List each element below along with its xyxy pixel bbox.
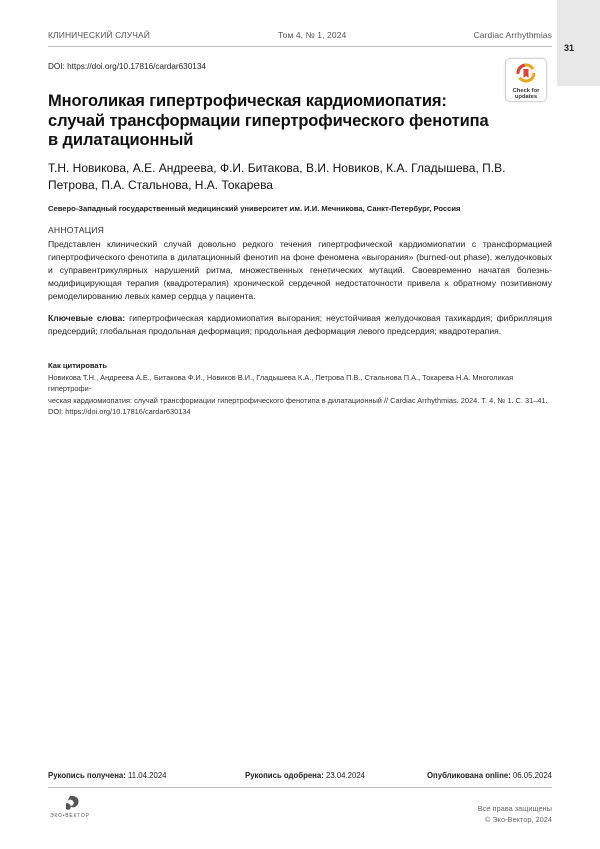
running-header [48,30,552,44]
copyright-line: © Эко-Вектор, 2024 [484,815,552,824]
section-label: КЛИНИЧЕСКИЙ СЛУЧАЙ [48,30,150,40]
manuscript-dates [48,771,552,783]
published-date [427,771,552,780]
logo-text: ЭКО•ВЕКТОР [50,813,90,819]
header-divider [48,46,552,47]
citation-line: ческая кардиомиопатия: случай трансформации гипертрофического фенотипа в дилатационный // Cardiac Arrhythmias. 2024. Т. 4, № 1. С. 31–41. [48,395,548,405]
citation-doi[interactable]: DOI: https://doi.org/10.17816/cardar630134 [48,406,191,416]
received-label: Рукопись получена: [48,771,126,780]
publisher-logo [48,793,108,819]
citation-line: Новикова Т.Н., Андреева А.Е., Битакова Ф.И., Новиков В.И., Гладышева К.А., Петрова П.В., Стальнова П.А., Токарева Н.А. Многоликая гипертрофи- [48,373,514,394]
journal-name: Cardiac Arrhythmias [473,30,552,40]
copyright-block [352,803,552,825]
citation-heading: Как цитировать [48,361,108,370]
author-list: Т.Н. Новикова, А.Е. Андреева, Ф.И. Битакова, В.И. Новиков, К.А. Гладышева, П.В. Петрова, П.А. Стальнова, Н.А. Токарева [48,161,506,192]
approved-date [245,771,365,780]
published-label: Опубликована online: [426,771,511,780]
volume-label: Том 4, № 1, 2024 [278,30,347,40]
rights-line: Все права защищены [477,804,552,813]
footer-divider [48,787,552,788]
doi-link[interactable]: DOI: https://doi.org/10.17816/cardar630134 [48,62,206,71]
page-number: 31 [564,43,575,53]
keywords-text: гипертрофическая кардиомиопатия выгорания; неустойчивая желудочковая тахикардия; фибрилляция предсердий; глобальная продольная деформация; продольная деформация левого предсердия; квадротерапия. [48,313,552,336]
article-title: Многоликая гипертрофическая кардиомиопатия: случай трансформации гипертрофического фенотипа в дилатационный [48,92,489,149]
keywords [48,312,552,338]
eco-vector-logo-icon [48,793,108,819]
received-date [48,771,167,780]
received-value: 11.04.2024 [128,771,167,780]
approved-value: 23.04.2024 [326,771,366,780]
approved-label: Рукопись одобрена: [245,771,324,780]
abstract-heading: АННОТАЦИЯ [48,225,105,235]
affiliation: Северо-Западный государственный медицинский университет им. И.И. Мечникова, Санкт-Петербург, Россия [48,204,461,213]
check-for-updates-badge[interactable] [505,58,547,102]
published-value: 06.05.2024 [512,771,552,780]
citation-block [48,372,552,417]
badge-line1: Check for [512,88,540,94]
badge-line2: updates [514,94,538,100]
abstract-text: Представлен клинический случай довольно редкого течения гипертрофической кардиомиопатии с трансформацией гипертрофического фенотипа в дилатационный фенотип на фоне феномена «выгорания» (burned-out phase), желудочковых и суправентрикулярных нарушений ритма, множественных генетических мутаций. Своевременно начатая болезнь-модифицирующая терапия (квадротерапия) хронической сердечной недостаточности привела к обратному позитивному ремоделированию левых камер сердца у пациента. [48,239,552,301]
check-updates-icon [516,63,536,83]
keywords-label: Ключевые слова: [48,313,126,323]
